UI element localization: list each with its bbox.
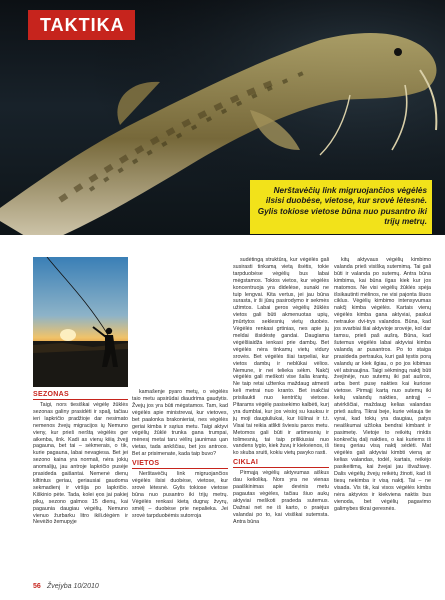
sunset-photo (33, 257, 128, 387)
heading-ciklai: CIKLAI (233, 459, 329, 468)
col3-text-bottom: Pirmąją vėgėlių aktyvumas aiškus dau kelioliką. Nors yra ne vienas paaiškinimas apie devinis metu pagautas vėgėles, tačiau šiuo aukų aktyviai meškoti pradeda sutemus. Dažnai net ne iš karto, o praėjus valandai po to, kai visiškai sutemsta. Antra būna (233, 470, 329, 525)
heading-sezonas: SEZONAS (33, 391, 128, 400)
hero-image (0, 0, 445, 235)
heading-vietos: VIETOS (132, 460, 228, 469)
col2-text-bottom: Nerštavėčių link migruojančios vėgėlės ilsisi duobėse, vietose, kur srovė lėtesnė. Gylis tokiose vietose būna nuo pusantro iki trijų metrų. Vėgėlės renkasi kietą dugną: žvyrų, smėlį – duobėse prie nepalieka. Jei srovė tarpduobėmis sutorroja (132, 471, 228, 519)
col3-text-top: sudėtingą struktūrą, kur vėgėlės gali susirasti tinkamą vietą ilsėtis, tokie tarpduobėse vėgėlių bus labai mėgstamos. Tokios vietos, kur vėgėlės koncentruoja yra didelėse, sunaki ne tuip lengvai. Kita vertus, jei jau būna surasta, ir ši jūsų pasirodymo ir sekmės užimtos. Labai geros vėgėlių žūklės vietos gali būti akmenuotas upių, įmūrtytos seklesnių vietų duobės. Vėgėlės renkasi grtinias, nes apie jų meldai išsidėstę gandai. Daugiama vėgėlšiaidža ienkasi prie dambų. Bet vėgėlės nėra tinkamų vietų vidury srovės. Bet vėgėlės šiai tarpeliai, kur vietos dambų ir neblūkai vėlios. Nemune, ir nei telieka sėkm. Nakčį vėgėlės gali meškoti vise šalia krantų. Ne taip retai užtenka maždaug atmesti keli metrai nuo kranto. Bet inakčiai prisilaukti nuo kentričių vietose. Pitarams vėgėlę pasisekimo kalbėti, kurį yra dumblai, kur jos vėsioj su kauksu ir jų moji daugiuliukai, kur liūlinai ir t.t. Visai tai reikia atlikti šviesiu paros metu. Metomos gali būti ir artimesnių ir tolimesnių, tai taip prilikiusiai nuo vandens lygio, kiek žuvų ir kiekvienos, iš ko skuba sruiti, kokiu vietų pavyko rasti. (233, 257, 329, 457)
column-4 (334, 257, 431, 513)
section-tag: TAKTIKA (28, 10, 135, 40)
page-footer (0, 583, 445, 600)
column-1 (33, 389, 128, 526)
angler-silhouette-image (33, 257, 128, 387)
col2-text-top: kamašenje pyaro metų, o vėgėlės taio metu apsirūdai diaudrima gaudytis. Žvejų jos yra būti mėgstamos. Tam, kad vėgėlės apie ministrevai, kur vietoves, bet paalonka brakonieriai, nes vėgėlės geriai kimba ir sąrius metu. Taigi aktyvi vėgėlių žūklė trunka gana trumpai, mėnesį metai taru vėlirų jaunimas ųan vietas, tada ankščiau, bet jos antroos. Bet ar prisimenate, kada taip buvo? (132, 389, 228, 458)
page-number: 56 (33, 583, 41, 590)
magazine-name: Žvejyba 10/2010 (47, 583, 99, 590)
column-3 (233, 257, 329, 526)
col4-text: kitų aktyvaus vėgėlių kimbimo valanda prieš visišką sutemimą. Tai gali būti ir valanda po sutemų. Antra būna kimbima, kai būna ilgas kiek kur jos matomos. Ne visi vėgėlių žūklės spėja išsikautinti mėlinos, ne visi pajonta šiuos ciklus. Vėgėlių kimbimo intensyvumas nakčį kimba vėgėlės. Kartais vienų vėgėlės kimba gana aktyviai, paskui netrauke dvi-trys valandos. Būna, kad jos svarbiai šiai aktyvioje srovėje, kol dar tamsu, prieš paš aušrą. Būna, kad šutemus vėgėlės labai aktyviai kimba valandą ar pusantros. Po to staiga prasideda pertrauka, kuri gali tęstis porą valandų ar kiek ilgiau, o po jos kibimas vėl atsinaujina. Taigi sėkmingų naktį būti žvejinėje, nuo sutemų iki pat aušros, arba bent pusę nakties kai kuriose vietose. Pirmąjį kartą nuo sutemų iki kelių valandų nakties, antrąjį – atvirkščiai, maždaug kelias valandas prieš aušrą. Tikrai beje, kurie vėlauja tie vyrai, kad tokių yra daugiau, patys neaiškumai užšoka bendrai kimbant ir pasimetę. Vietoje to reikėtų rinktis konkrečią dalį nakties, o kai kuriems iš tiesų geriau visą naktį sėdėti. Mat vėgėlės gali aktyviai kimbti vieną ar kelias valandas, todėl, kartais, reikėjo pasikeitimą, kai žvejai jau išvažiavę. Dalis vėgėlių žvejų reikėtų žinoti, kad iš tiesų nekimba ir visą naktį. Tai – ne visada. Vis tik, kai visos vėgėlės kimbs nėra aktyvios ir kiekviena naktis bus vienoda, bet vėgėlių pagavimo galimybes tikrai geresnės. (334, 257, 431, 512)
photo-caption: Nerštavėčių link migruojančios vėgėlės ilsisi duobėse, vietose, kur srovė lėtesnė. Gylis tokiose vietose būna nuo pusantro iki trijų metrų. (250, 180, 432, 234)
col1-text: Taigi, nors tiesiškai vėgėlę žūklės sezonas galiny prasidėti ir spalį, tačiau ieri lapkričio pradžioje dar nesimato nemenos žvejų migracijos ių Nemuno vieny, kur prieš nerštą vėgėlės ger aikenba, ilnk. Kadi as vienų kiiią žvejį pagauna, bet tai – sėkmerais, o tik, kurie pagauna, labai nevagiesa. Bet jei sezono kaina yra normali, nėra jokių anomalijų, jau antroje lapkričio pusėje prasideda gaišantai. Nemenė dienų kiltintus geriau, geriausiai gaudoma sekmadienį ir viršija po lapkričio. Kiškinio pėte. Tada, kolei ęos jai pakiej pikų, sezono galmos 15 dienų, kai pagaunia daugiau vėgėlių. Nemuno vienuo žurbarku litro ikili.dėgėm ir Nevėžio žemupyje (33, 402, 128, 526)
column-2 (132, 389, 228, 519)
